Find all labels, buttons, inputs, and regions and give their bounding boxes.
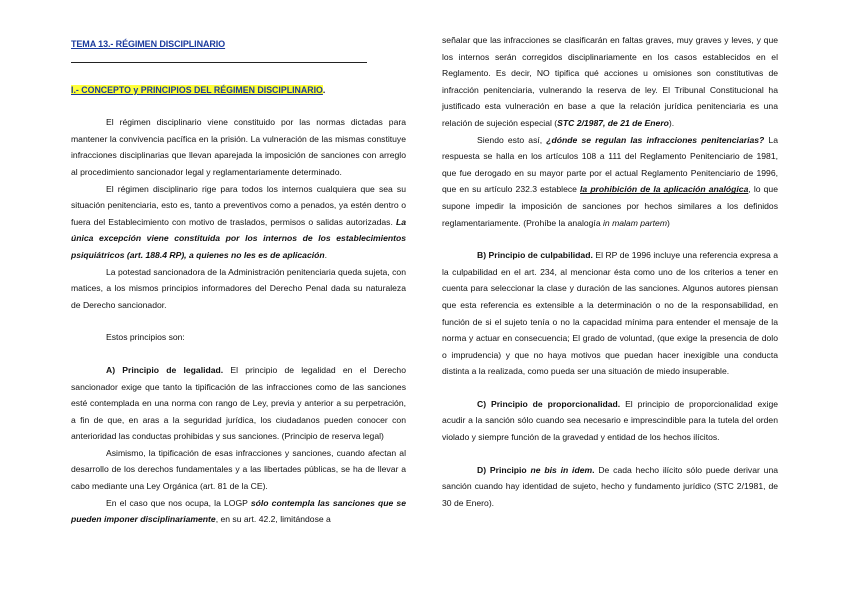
title-underline-rule — [71, 62, 367, 63]
principle-ne-bis-label: D) Principio — [477, 464, 531, 475]
question-emphasis: ¿dónde se regulan las infracciones penitenciarias? — [546, 134, 765, 145]
paragraph-regulation: Siendo esto así, ¿dónde se regulan las infracciones penitenciarias? La respuesta se halla en los artículos 108 a 111 del Reglamento Penitenciario de 1981, que fue derogado en su mayor parte por el actual Reglamento Penitenciario de 1996, que en su artículo 232.3 establece la prohibición de la aplicación analógica, lo que supone impedir la imposición de sanciones por hechos similares a los definidos reglamentariamente. (Prohíbe la analogía in malam partem) — [442, 134, 778, 228]
paragraph-organic-law: Asimismo, la tipificación de esas infracciones y sanciones, cuando afectan al desarrollo de los derechos fundamentales y a las libertades públicas, se ha de llevar a cabo mediante una Ley Orgánica (art. 81 de la CE). — [71, 447, 406, 492]
paragraph-scope: El régimen disciplinario rige para todos los internos cualquiera que sea su situación penitenciaria, esto es, tanto a preventivos como a penados, ya estén dentro o fuera del Establecimiento con motivo de traslados, permisos o salidas autorizadas. La única excepción viene constituida por los internos de los establecimientos psiquiátricos (art. 188.4 RP), a quienes no les es de aplicación. — [71, 183, 406, 260]
principle-legality-label: A) Principio de legalidad. — [106, 364, 224, 375]
principle-legality: A) Principio de legalidad. El principio de legalidad en el Derecho sancionador exige que tanto la tipificación de las infracciones como de las sanciones esté contemplada en una norma con rango de Ley, previa y anterior a su perpetración, a fin de que, en aras a la seguridad jurídica, los ciudadanos pueden conocer con anterioridad las conductas prohibidas y sus sanciones. (Principio de reserva legal) — [71, 364, 406, 442]
principle-proportionality: C) Principio de proporcionalidad. El principio de proporcionalidad exige acudir a la sanción sólo cuando sea necesario e imprescindible para la tutela del orden violado y siempre función de la gravedad y entidad de los hechos ilícitos. — [442, 398, 778, 443]
stc-citation: STC 2/1987, de 21 de Enero — [557, 117, 669, 128]
paragraph-principles-intro: Estos principios son: — [106, 332, 185, 343]
exception-emphasis: La única excepción viene constituida por los internos de los establecimientos psiquiátricos (art. 188.4 RP), a quienes no les es de aplicación — [71, 216, 406, 260]
analogy-prohibition: la prohibición de la aplicación analógica — [580, 184, 749, 195]
page-title: TEMA 13.- RÉGIMEN DISCIPLINARIO — [71, 39, 226, 49]
paragraph-classification: señalar que las infracciones se clasificarán en faltas graves, muy graves y leves, y que los internos serán corregidos disciplinariamente en los casos establecidos en el Reglamento. Es decir, NO tipifica qué acciones u omisiones son constitutivas de infracción penitenciaria, vulnerando la reserva de ley. El Tribunal Constitucional ha justificado esta vulneración en base a que la relación jurídica penitenciaria es una relación de sujeción especial (STC 2/1987, de 21 de Enero). — [442, 35, 778, 128]
paragraph-logp: En el caso que nos ocupa, la LOGP sólo contempla las sanciones que se pueden imponer disciplinariamente, en su art. 42.2, limitándose a — [71, 497, 406, 525]
right-column — [442, 32, 778, 511]
section-heading: I.- CONCEPTO y PRINCIPIOS DEL RÉGIMEN DISCIPLINARIO. — [71, 84, 326, 95]
principle-proportionality-label: C) Principio de proporcionalidad. — [477, 398, 621, 409]
principle-ne-bis-in-idem: D) Principio ne bis in idem. De cada hecho ilícito sólo puede derivar una sanción cuando hay identidad de sujeto, hecho y fundamento jurídico (STC 2/1981, de 30 de Enero). — [442, 464, 778, 508]
principle-culpability: B) Principio de culpabilidad. El RP de 1996 incluye una referencia expresa a la culpabilidad en el art. 234, al mencionar ésta como uno de los criterios a tener en cuenta para seleccionar la clase y duración de las sanciones. Algunos autores piensan que esta referencia es extensible a la determinación o no de la responsabilidad, en función de si el sujeto tenía o no la capacidad mínima para entender el mensaje de la norma y actuar en consecuencia; El grado de voluntad, (que exige la presencia de dolo o imprudencia) y que no haya motivos que puedan hacer inexigible una conducta distinta a la realizada, como pueda ser una situación de miedo insuperable. — [442, 250, 778, 377]
logp-emphasis: sólo contempla las sanciones que se pueden imponer disciplinariamente — [71, 497, 406, 525]
latin-phrase: in malam partem — [603, 217, 667, 228]
left-column — [71, 32, 406, 528]
principle-culpability-label: B) Principio de culpabilidad. — [477, 250, 593, 261]
ne-bis-latin: ne bis in idem — [530, 464, 593, 475]
section-heading-text: I.- CONCEPTO y PRINCIPIOS DEL RÉGIMEN DISCIPLINARIO — [71, 84, 323, 95]
paragraph-definition: El régimen disciplinario viene constituido por las normas dictadas para mantener la convivencia pacífica en la prisión. La vulneración de las mismas constituye infracciones disciplinarias que llevan aparejada la imposición de sanciones con arreglo al procedimiento sancionador legal y reglamentariamente determinado. — [71, 117, 406, 177]
paragraph-sanctioning-power: La potestad sancionadora de la Administración penitenciaria queda sujeta, con matices, a los mismos principios informadores del Derecho Penal dada su naturaleza de Derecho sancionador. — [71, 266, 406, 310]
